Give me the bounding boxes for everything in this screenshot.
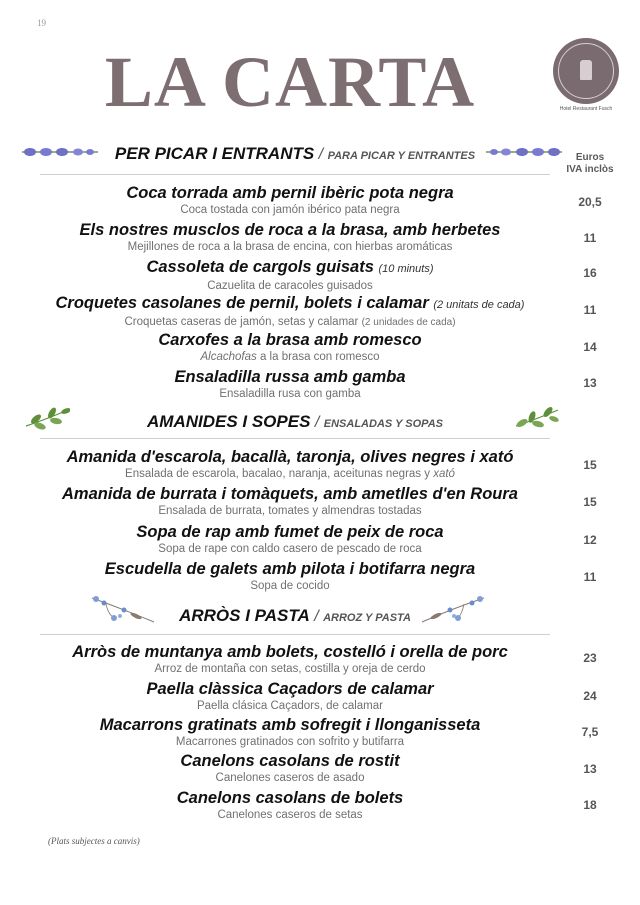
section-subtitle: ARROZ Y PASTA — [323, 612, 411, 624]
dish-description: Cazuelita de caracoles guisados — [207, 280, 373, 292]
dish-price: 11 — [583, 570, 597, 584]
dish-price: 15 — [583, 495, 597, 509]
menu-item — [0, 523, 580, 556]
berry-branch-right-icon — [420, 594, 486, 624]
logo-caption: Hotel Restaurant Fusch — [559, 106, 613, 112]
dish-name: Amanida d'escarola, bacallà, taronja, olives negres i xató — [66, 448, 514, 466]
section-heading — [0, 606, 590, 626]
dish-price: 11 — [583, 231, 597, 245]
section-slash: / — [318, 146, 324, 163]
section-subtitle: PARA PICAR Y ENTRANTES — [327, 150, 476, 162]
dish-name: Ensaladilla russa amb gamba — [174, 368, 406, 386]
section-title: AMANIDES I SOPES — [147, 412, 311, 431]
dish-description: Sopa de cocido — [250, 580, 330, 592]
section-subtitle: ENSALADAS Y SOPAS — [323, 418, 443, 430]
dish-description: Coca tostada con jamón ibérico pata negra — [180, 204, 400, 216]
dish-name: Paella clàssica Caçadors de calamar — [146, 680, 434, 698]
dish-name-line — [0, 294, 580, 315]
dish-price: 14 — [583, 340, 597, 354]
section-title: ARRÒS I PASTA — [179, 606, 310, 625]
dish-description: a la brasa con romesco — [256, 351, 380, 363]
dish-description: Croquetas caseras de jamón, setas y calamar — [124, 316, 359, 328]
menu-item — [0, 643, 580, 676]
dish-price: 12 — [583, 533, 597, 547]
dish-description-note: (2 unidades de cada) — [361, 317, 456, 328]
dish-description-line — [0, 467, 580, 481]
dish-price: 13 — [583, 376, 597, 390]
dish-description: Canelones caseros de setas — [217, 809, 363, 821]
section-slash: / — [314, 608, 319, 625]
dish-description-line — [0, 315, 580, 330]
dish-price: 24 — [583, 689, 597, 703]
dish-name: Escudella de galets amb pilota i botifarra negra — [104, 560, 476, 578]
lavender-right-icon — [486, 144, 564, 160]
dish-description-line — [0, 350, 580, 364]
dish-note: (10 minuts) — [378, 263, 434, 275]
dish-name: Canelons casolans de bolets — [176, 789, 404, 807]
dish-name: Amanida de burrata i tomàquets, amb ametlles d'en Roura — [62, 485, 518, 503]
dish-description: Canelones caseros de asado — [215, 772, 365, 784]
menu-item — [0, 221, 580, 254]
menu-item — [0, 752, 580, 785]
menu-item — [0, 560, 580, 593]
dish-description-italic: Alcachofas — [200, 351, 257, 363]
dish-description: Macarrones gratinados con sofrito y butifarra — [175, 736, 405, 748]
dish-price: 15 — [583, 458, 597, 472]
page-title: LA CARTA — [104, 42, 476, 122]
dish-description: Ensalada de burrata, tomates y almendras tostadas — [158, 505, 422, 517]
menu-item — [0, 789, 580, 822]
dish-name: Arròs de muntanya amb bolets, costelló i orella de porc — [72, 643, 508, 661]
menu-item — [0, 680, 580, 713]
dish-price: 13 — [583, 762, 597, 776]
section-divider — [40, 174, 550, 175]
menu-item — [0, 294, 580, 330]
dish-name: Canelons casolans de rostit — [180, 752, 400, 770]
page-number: 19 — [37, 18, 46, 28]
dish-name-line — [0, 258, 580, 279]
menu-item — [0, 716, 580, 749]
dish-note: (2 unitats de cada) — [433, 299, 525, 311]
menu-item — [0, 331, 580, 364]
dish-description: Paella clásica Caçadors, de calamar — [196, 700, 383, 712]
dish-price: 16 — [583, 266, 597, 280]
section-divider — [40, 634, 550, 635]
dish-name: Carxofes a la brasa amb romesco — [158, 331, 422, 349]
hunter-icon — [580, 60, 592, 80]
dish-price: 20,5 — [578, 195, 602, 209]
dish-description-italic: xató — [433, 468, 455, 480]
menu-item — [0, 184, 580, 217]
dish-description: Mejillones de roca a la brasa de encina, con hierbas aromáticas — [127, 241, 453, 253]
section-heading — [0, 412, 590, 432]
dish-name: Els nostres musclos de roca a la brasa, amb herbetes — [79, 221, 501, 239]
dish-price: 18 — [583, 798, 597, 812]
section-divider — [40, 438, 550, 439]
section-slash: / — [314, 414, 320, 431]
menu-item — [0, 448, 580, 481]
dish-price: 23 — [583, 651, 597, 665]
dish-description: Ensalada de escarola, bacalao, naranja, aceitunas negras y — [125, 468, 434, 480]
price-header-tax: IVA inclòs — [566, 164, 614, 175]
section-title: PER PICAR I ENTRANTS — [114, 144, 315, 163]
dish-name: Croquetes casolanes de pernil, bolets i calamar — [55, 294, 429, 312]
footer-note: (Plats subjectes a canvis) — [48, 836, 140, 846]
price-header-currency: Euros — [575, 152, 605, 163]
dish-name: Coca torrada amb pernil ibèric pota negra — [126, 184, 454, 202]
dish-description: Arroz de montaña con setas, costilla y oreja de cerdo — [154, 663, 426, 675]
dish-name: Sopa de rap amb fumet de peix de roca — [136, 523, 444, 541]
dish-description: Ensaladilla rusa con gamba — [219, 388, 361, 400]
leaf-right-icon — [514, 406, 560, 430]
menu-item — [0, 485, 580, 518]
dish-description: Sopa de rape con caldo casero de pescado de roca — [158, 543, 422, 555]
dish-name: Macarrons gratinats amb sofregit i llonganisseta — [99, 716, 481, 734]
dish-price: 11 — [583, 303, 597, 317]
menu-item — [0, 258, 580, 293]
dish-price: 7,5 — [581, 725, 599, 739]
menu-item — [0, 368, 580, 401]
dish-name: Cassoleta de cargols guisats — [146, 258, 374, 276]
restaurant-logo — [553, 38, 619, 104]
